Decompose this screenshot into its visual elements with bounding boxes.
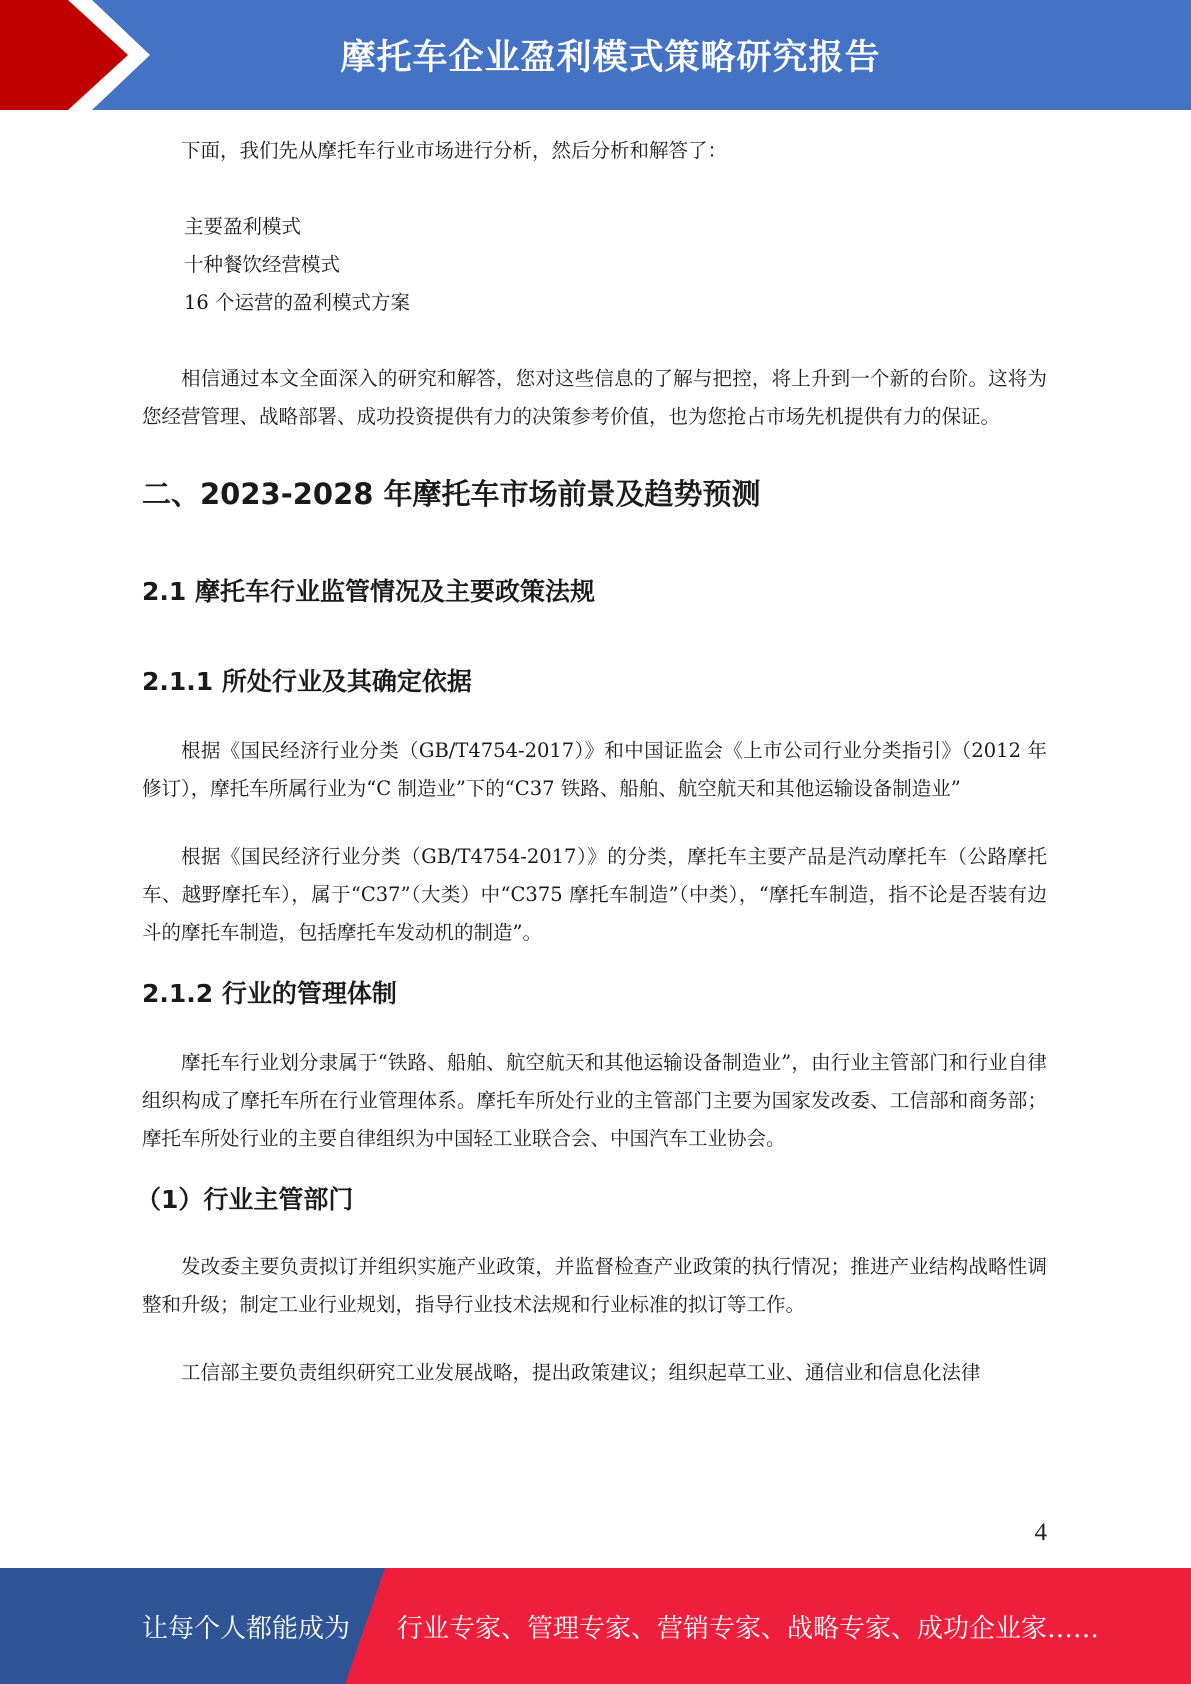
list-item: 16 个运营的盈利模式方案 [184, 291, 411, 314]
topic-list [142, 208, 1047, 322]
management-paragraph: 摩托车行业划分隶属于“铁路、船舶、航空航天和其他运输设备制造业”，由行业主管部门和行业自律组织构成了摩托车所在行业管理体系。摩托车所处行业的主管部门主要为国家发改委、工信部和商务部；摩托车所处行业的主要自律组织为中国轻工业联合会、中国汽车工业协会。 [142, 1051, 1047, 1150]
page-footer [0, 1568, 1191, 1684]
list-item: 主要盈利模式 [184, 215, 302, 238]
ndrc-paragraph: 发改委主要负责拟订并组织实施产业政策，并监督检查产业政策的执行情况；推进产业结构战略性调整和升级；制定工业行业规划，指导行业技术法规和行业标准的拟订等工作。 [142, 1255, 1047, 1316]
subsubsection-heading: 2.1.2 行业的管理体制 [142, 979, 397, 1008]
report-title: 摩托车企业盈利模式策略研究报告 [340, 38, 881, 78]
footer-slogan-right: 行业专家、管理专家、营销专家、战略专家、成功企业家…… [397, 1613, 1100, 1644]
section-heading: 二、2023-2028 年摩托车市场前景及趋势预测 [142, 477, 761, 511]
page-content [136, 132, 1047, 1392]
value-paragraph: 相信通过本文全面深入的研究和解答，您对这些信息的了解与把控，将上升到一个新的台阶。这将为您经营管理、战略部署、成功投资提供有力的决策参考价值，也为您抢占市场先机提供有力的保证。 [142, 367, 1047, 428]
basis-paragraph: 根据《国民经济行业分类（GB/T4754-2017）》的分类，摩托车主要产品是汽动摩托车（公路摩托车、越野摩托车），属于“C37”（大类）中“C375 摩托车制造”（中类），“摩托车制造，指不论是否装有边斗的摩托车制造，包括摩托车发动机的制造”。 [142, 845, 1047, 944]
page-header [0, 0, 1191, 110]
subsection-heading: 2.1 摩托车行业监管情况及主要政策法规 [142, 577, 595, 606]
intro-paragraph: 下面，我们先从摩托车行业市场进行分析，然后分析和解答了： [181, 139, 728, 162]
page-number: 4 [1034, 1519, 1047, 1546]
footer-slogan-left: 让每个人都能成为 [142, 1613, 351, 1644]
paragraph-heading: （1）行业主管部门 [136, 1185, 354, 1214]
list-item: 十种餐饮经营模式 [184, 253, 341, 276]
subsubsection-heading: 2.1.1 所处行业及其确定依据 [142, 667, 472, 696]
miit-paragraph: 工信部主要负责组织研究工业发展战略，提出政策建议；组织起草工业、通信业和信息化法律 [181, 1361, 981, 1384]
basis-paragraph: 根据《国民经济行业分类（GB/T4754-2017）》和中国证监会《上市公司行业分类指引》（2012 年修订），摩托车所属行业为“C 制造业”下的“C37 铁路、船舶、航空航天和其他运输设备制造业” [142, 739, 1047, 800]
